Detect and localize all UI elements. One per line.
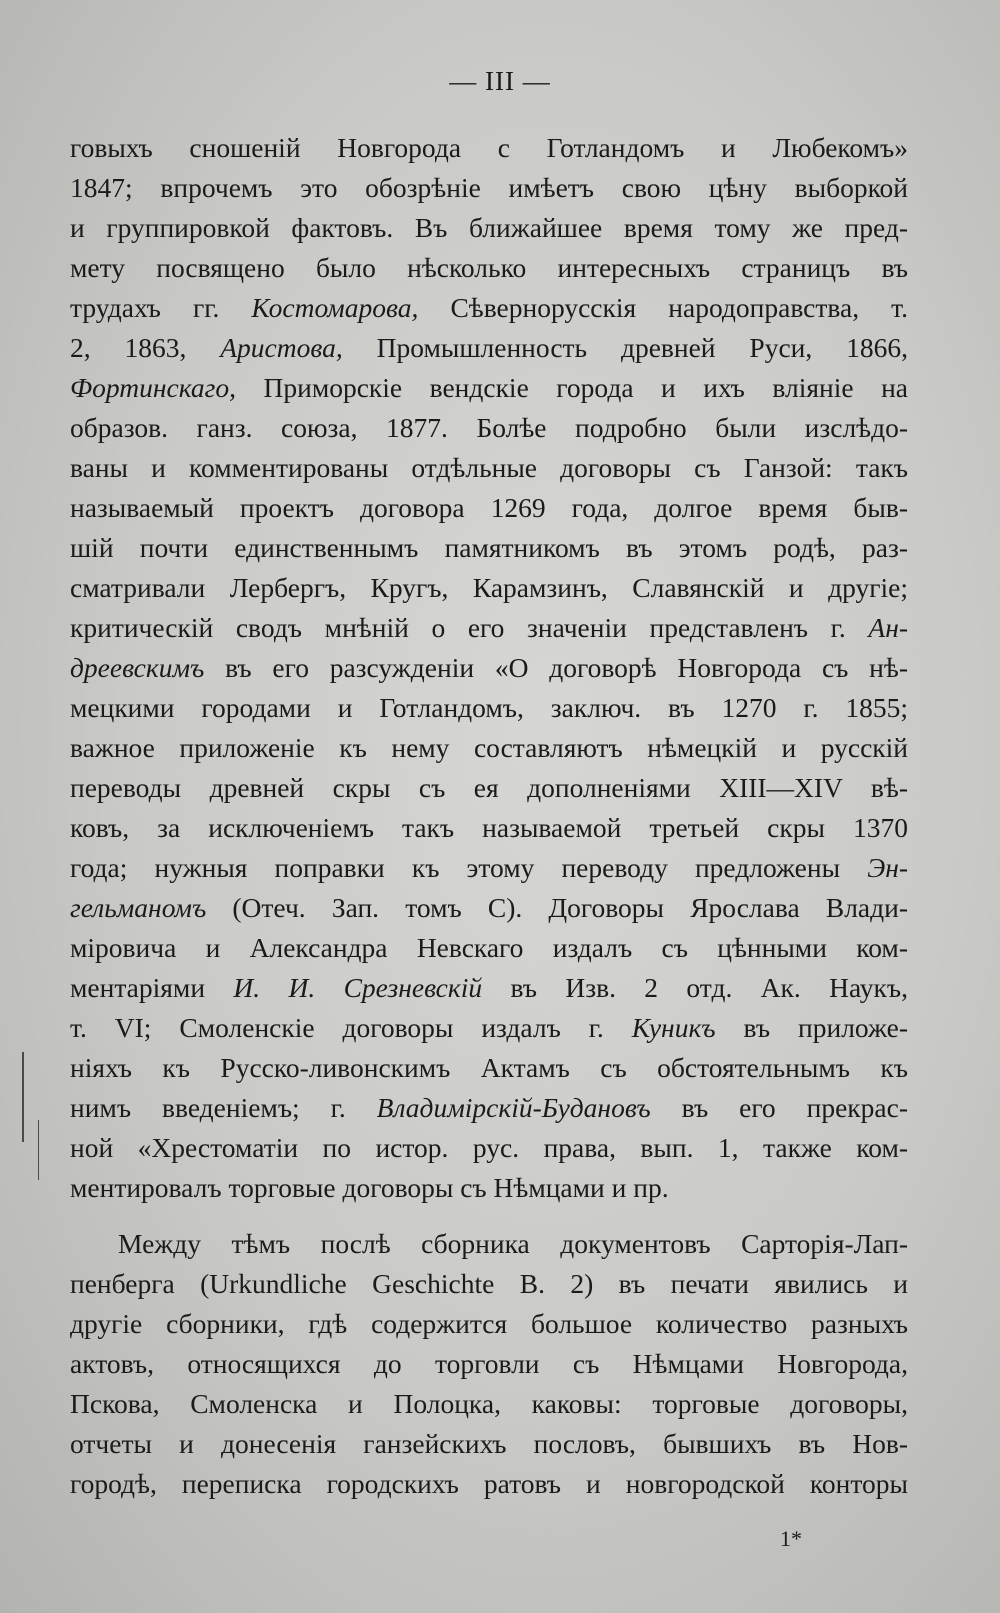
text-run: шій почти единственнымъ памятникомъ въ этомъ родѣ, раз- [70, 532, 908, 563]
text-line [70, 248, 908, 288]
text-line [70, 1424, 908, 1464]
italic-name: дреевскимъ [70, 652, 205, 683]
text-run: ніяхъ къ Русско-ливонскимъ Актамъ съ обстоятельнымъ къ [70, 1052, 908, 1083]
text-run: образов. ганз. союза, 1877. Болѣе подробно были изслѣдо- [70, 412, 908, 443]
text-line [70, 888, 908, 928]
italic-name: Ан- [868, 612, 908, 643]
text-run: Приморскіе вендскіе города и ихъ вліяніе на [236, 372, 908, 403]
text-run: 1847; впрочемъ это обозрѣніе имѣетъ свою цѣну выборкой [70, 172, 908, 203]
text-line [70, 1464, 908, 1504]
text-line [70, 648, 908, 688]
text-run: въ приложе- [715, 1012, 908, 1043]
text-line [70, 408, 908, 448]
text-line [70, 1344, 908, 1384]
text-run: критическій сводъ мнѣній о его значеніи представленъ г. [70, 612, 869, 643]
italic-name: Эн- [867, 852, 908, 883]
text-run: ковъ, за исключеніемъ такъ называемой третьей скры 1370 [70, 812, 908, 843]
text-line [70, 128, 908, 168]
text-run: Сѣвернорусскія народоправства, т. [418, 292, 908, 323]
paragraph-2 [70, 1224, 908, 1504]
text-run: 2, 1863, [70, 332, 221, 363]
italic-name: Фортинскаго, [70, 372, 236, 403]
text-run: важное приложеніе къ нему составляютъ нѣмецкій и русскій [70, 732, 908, 763]
italic-name: гельманомъ [70, 892, 207, 923]
text-line [70, 728, 908, 768]
text-run: ментировалъ торговые договоры съ Нѣмцами и пр. [70, 1172, 669, 1203]
text-run: другіе сборники, гдѣ содержится большое количество разныхъ [70, 1308, 908, 1339]
text-line [70, 1224, 908, 1264]
text-run: Между тѣмъ послѣ сборника документовъ Сарторія-Лап- [118, 1228, 908, 1259]
margin-pencil-mark [38, 1120, 39, 1180]
text-line [70, 768, 908, 808]
text-line [70, 328, 908, 368]
margin-pencil-mark [22, 1052, 24, 1142]
text-line [70, 1168, 908, 1208]
text-line [70, 808, 908, 848]
text-run: Промышленность древней Руси, 1866, [342, 332, 908, 363]
text-line [70, 1008, 908, 1048]
italic-name: Аристова, [220, 332, 343, 363]
text-run: мецкими городами и Готландомъ, заключ. въ 1270 г. 1855; [70, 692, 908, 723]
text-run: отчеты и донесенія ганзейскихъ пословъ, бывшихъ въ Нов- [70, 1428, 908, 1459]
text-run: въ его прекрас- [650, 1092, 908, 1123]
text-run: нимъ введеніемъ; г. [70, 1092, 377, 1123]
text-line [70, 448, 908, 488]
text-run: трудахъ гг. [70, 292, 252, 323]
text-line [70, 528, 908, 568]
text-line [70, 288, 908, 328]
text-run: городѣ, переписка городскихъ ратовъ и новгородской конторы [70, 1468, 908, 1499]
text-line [70, 1128, 908, 1168]
text-run: говыхъ сношеній Новгорода с Готландомъ и Любекомъ» [70, 132, 908, 163]
text-line [70, 368, 908, 408]
text-run: Пскова, Смоленска и Полоцка, каковы: торговые договоры, [70, 1388, 908, 1419]
text-line [70, 1384, 908, 1424]
text-run: въ Изв. 2 отд. Ак. Наукъ, [482, 972, 908, 1003]
text-run: года; нужныя поправки къ этому переводу предложены [70, 852, 868, 883]
text-run: въ его разсужденіи «О договорѣ Новгорода съ нѣ- [204, 652, 908, 683]
text-line [70, 568, 908, 608]
italic-name: Костомарова, [251, 292, 419, 323]
italic-name: Владимірскій-Будановъ [376, 1092, 651, 1123]
text-run: пенберга (Urkundliche Geschichte B. 2) въ печати явились и [70, 1268, 908, 1299]
text-run: (Отеч. Зап. томъ С). Договоры Ярослава Влади- [206, 892, 908, 923]
text-run: переводы древней скры съ ея дополненіями XIII—XIV вѣ- [70, 772, 908, 803]
text-line [70, 968, 908, 1008]
text-run: мету посвящено было нѣсколько интересныхъ страницъ въ [70, 252, 908, 283]
text-run: сматривали Лербергъ, Кругъ, Карамзинъ, Славянскій и другіе; [70, 572, 908, 603]
text-line [70, 1304, 908, 1344]
text-line [70, 208, 908, 248]
text-run: ной «Хрестоматіи по истор. рус. права, вып. 1, также ком- [70, 1132, 908, 1163]
italic-name: Куникъ [631, 1012, 716, 1043]
text-line [70, 1264, 908, 1304]
text-line [70, 1088, 908, 1128]
text-run: называемый проектъ договора 1269 года, долгое время быв- [70, 492, 908, 523]
signature-mark: 1* [780, 1526, 802, 1551]
text-line [70, 608, 908, 648]
text-run: міровича и Александра Невскаго издалъ съ цѣнными ком- [70, 932, 908, 963]
text-line [70, 488, 908, 528]
text-line [70, 1048, 908, 1088]
text-line [70, 688, 908, 728]
text-line [70, 848, 908, 888]
text-run: ментаріями [70, 972, 234, 1003]
text-run: т. VI; Смоленскіе договоры издалъ г. [70, 1012, 632, 1043]
text-line [70, 928, 908, 968]
text-run: ваны и комментированы отдѣльные договоры съ Ганзой: такъ [70, 452, 908, 483]
text-run: актовъ, относящихся до торговли съ Нѣмцами Новгорода, [70, 1348, 908, 1379]
text-line [70, 168, 908, 208]
paragraph-1 [70, 128, 908, 1208]
text-run: и группировкой фактовъ. Въ ближайшее время тому же пред- [70, 212, 908, 243]
running-head: — III — [449, 66, 551, 96]
italic-name: И. И. Срезневскій [233, 972, 483, 1003]
